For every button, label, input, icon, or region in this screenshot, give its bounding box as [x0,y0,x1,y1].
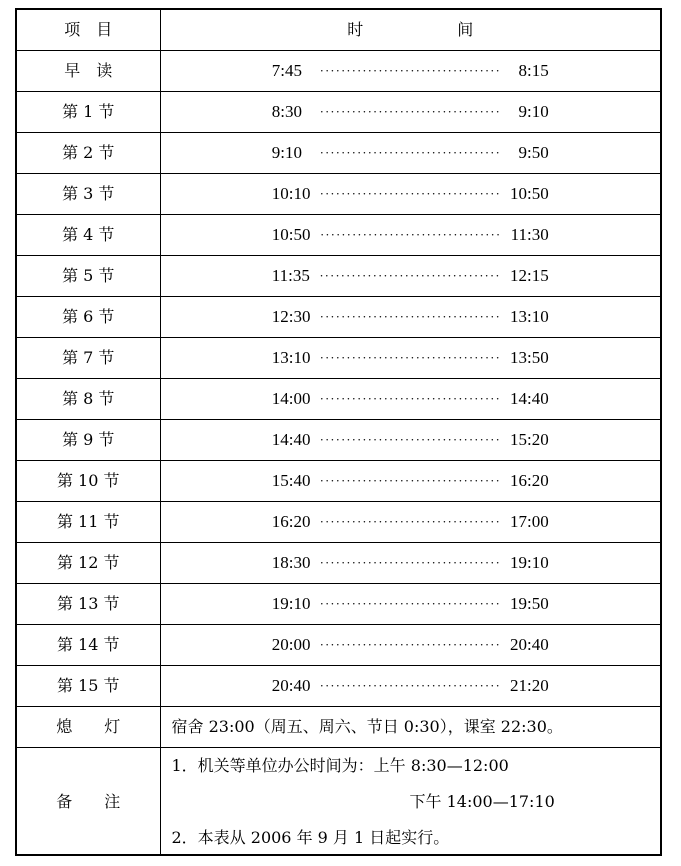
period-label: 第 12 节 [56,552,120,572]
period-time-cell [160,665,660,706]
period-start-time: 14:40 [271,430,311,449]
period-start-time: 15:40 [271,471,311,490]
leader-dots: ·································· [319,64,501,77]
period-row [17,624,660,665]
period-time-cell [160,296,660,337]
period-start-time: 12:30 [271,307,311,326]
lights-out-label-cell [17,706,160,747]
period-label-cell [17,214,160,255]
leader-dots: ·································· [319,269,501,282]
period-label-cell [17,378,160,419]
remarks-text-cell [160,747,660,856]
period-label-cell [17,337,160,378]
leader-dots: ·································· [319,597,501,610]
period-label-cell [17,296,160,337]
period-label: 第 8 节 [62,388,115,408]
period-label: 第 14 节 [56,634,120,654]
header-item-label: 项 目 [64,19,113,39]
lights-out-text: 宿舍 23:00（周五、周六、节日 0:30），课室 22:30。 [171,716,563,736]
period-start-time: 13:10 [271,348,311,367]
period-end-time: 15:20 [510,430,549,449]
period-end-time: 11:30 [510,225,549,244]
header-item-cell [17,10,160,50]
period-label: 第 10 节 [56,470,120,490]
remarks-label-cell [17,747,160,856]
period-end-time: 16:20 [510,471,549,490]
period-start-time: 9:10 [271,143,302,162]
period-row [17,501,660,542]
period-label-cell [17,173,160,214]
period-end-time: 20:40 [510,635,549,654]
leader-dots: ·································· [319,474,501,487]
period-row [17,583,660,624]
remarks-row [17,747,660,856]
remarks-label: 备 注 [56,791,121,811]
header-time-cell [160,10,660,50]
period-label: 第 13 节 [56,593,120,613]
period-time-cell [160,337,660,378]
period-label: 早 读 [64,60,113,80]
period-label: 第 4 节 [62,224,115,244]
period-row [17,296,660,337]
period-label: 第 2 节 [62,142,115,162]
period-label: 第 1 节 [62,101,115,121]
leader-dots: ·································· [319,187,501,200]
period-label-cell [17,419,160,460]
period-time-cell [160,255,660,296]
period-time-cell [160,91,660,132]
period-time-cell [160,542,660,583]
period-row [17,173,660,214]
leader-dots: ·································· [319,310,501,323]
period-label-cell [17,624,160,665]
period-start-time: 20:40 [271,676,311,695]
period-row [17,460,660,501]
period-label-cell [17,542,160,583]
period-start-time: 18:30 [271,553,311,572]
remarks-line-3: 2．本表从 2006 年 9 月 1 日起实行。 [171,827,450,847]
leader-dots: ·································· [319,228,502,241]
period-end-time: 12:15 [510,266,549,285]
period-row [17,665,660,706]
period-end-time: 10:50 [510,184,549,203]
period-row [17,378,660,419]
period-row [17,542,660,583]
period-label-cell [17,583,160,624]
period-end-time: 19:10 [510,553,549,572]
period-row [17,255,660,296]
period-end-time: 13:50 [510,348,549,367]
period-start-time: 10:50 [271,225,311,244]
period-end-time: 8:15 [518,61,549,80]
period-label: 第 6 节 [62,306,115,326]
period-time-cell [160,50,660,91]
period-time-cell [160,173,660,214]
period-end-time: 19:50 [510,594,549,613]
period-time-cell [160,378,660,419]
period-label: 第 11 节 [56,511,120,531]
period-row [17,419,660,460]
period-time-cell [160,501,660,542]
period-label: 第 9 节 [62,429,115,449]
period-row [17,50,660,91]
period-time-cell [160,624,660,665]
period-label: 第 7 节 [62,347,115,367]
header-row [17,10,660,50]
period-end-time: 21:20 [510,676,549,695]
leader-dots: ·································· [319,433,501,446]
period-row [17,337,660,378]
leader-dots: ·································· [319,105,501,118]
period-time-cell [160,583,660,624]
period-label-cell [17,91,160,132]
remarks-line-1: 1．机关等单位办公时间为：上午 8:30—12:00 [171,755,509,775]
period-time-cell [160,214,660,255]
leader-dots: ·································· [319,392,501,405]
period-start-time: 20:00 [271,635,311,654]
period-start-time: 16:20 [271,512,311,531]
leader-dots: ·································· [319,351,501,364]
header-time-label-1: 时 [347,19,364,39]
period-label-cell [17,50,160,91]
period-start-time: 7:45 [271,61,302,80]
period-row [17,91,660,132]
leader-dots: ·································· [319,515,501,528]
period-end-time: 17:00 [510,512,549,531]
lights-out-label: 熄 灯 [56,716,121,736]
period-end-time: 14:40 [510,389,549,408]
period-row [17,214,660,255]
period-time-cell [160,460,660,501]
period-label: 第 5 节 [62,265,115,285]
period-time-cell [160,419,660,460]
period-start-time: 19:10 [271,594,311,613]
period-time-cell [160,132,660,173]
period-start-time: 11:35 [271,266,310,285]
period-label-cell [17,501,160,542]
header-time-label-2: 间 [457,19,474,39]
leader-dots: ·································· [319,146,501,159]
leader-dots: ·································· [319,679,501,692]
lights-out-row [17,706,660,747]
schedule-sheet [15,8,662,856]
period-label-cell [17,460,160,501]
period-label: 第 15 节 [56,675,120,695]
period-end-time: 9:50 [518,143,549,162]
period-end-time: 9:10 [518,102,549,121]
period-label-cell [17,255,160,296]
leader-dots: ·································· [319,556,501,569]
remarks-line-2: 下午 14:00—17:10 [409,791,555,811]
period-label-cell [17,132,160,173]
lights-out-text-cell [160,706,660,747]
period-label: 第 3 节 [62,183,115,203]
period-start-time: 14:00 [271,389,311,408]
period-label-cell [17,665,160,706]
period-start-time: 10:10 [271,184,311,203]
period-start-time: 8:30 [271,102,302,121]
period-end-time: 13:10 [510,307,549,326]
leader-dots: ·································· [319,638,501,651]
period-row [17,132,660,173]
schedule-table [17,10,660,856]
